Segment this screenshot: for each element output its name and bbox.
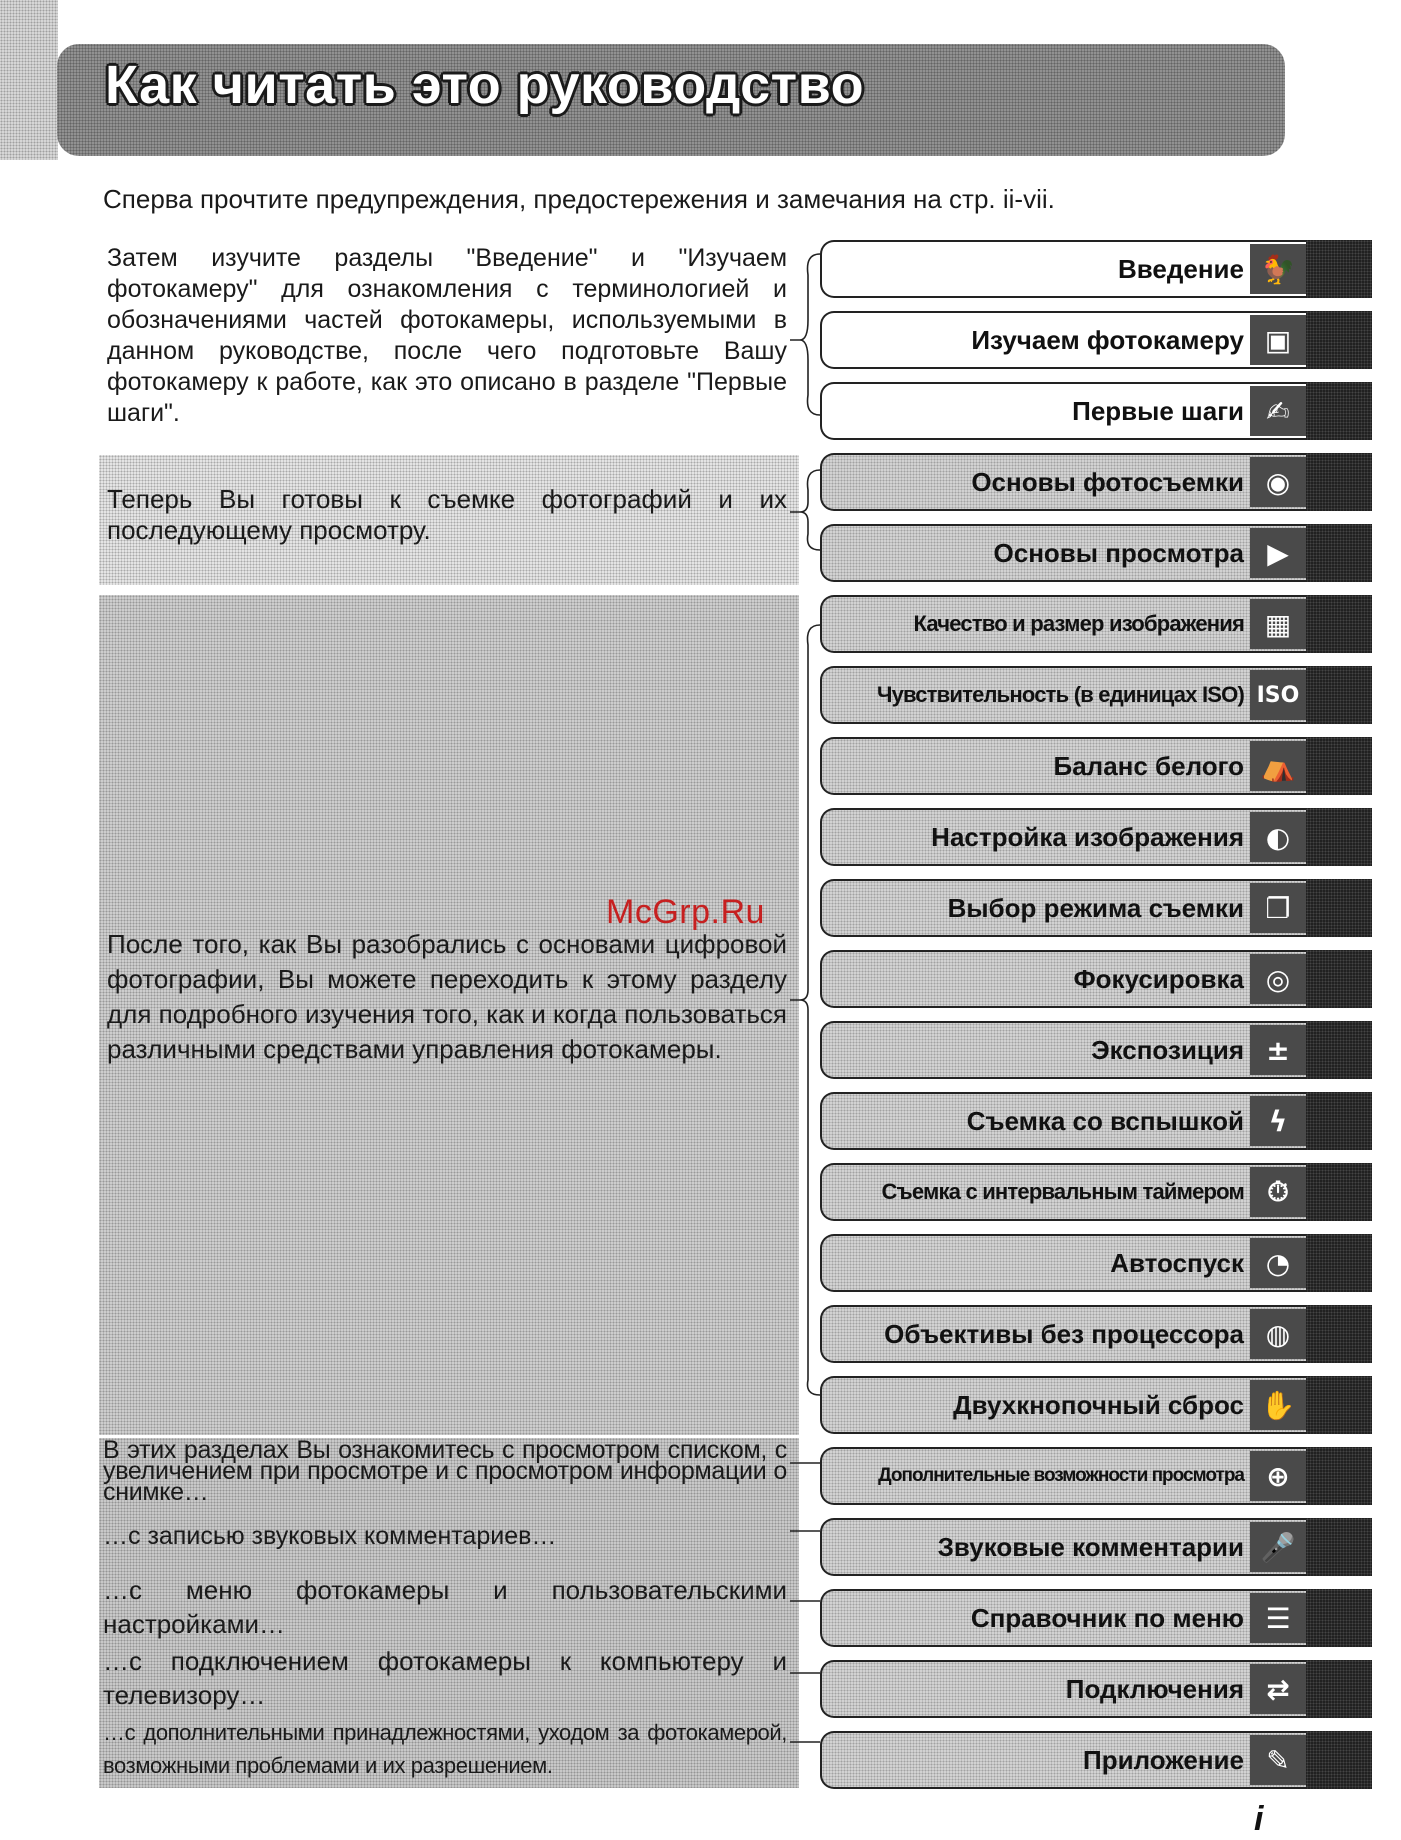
tab-edge	[1306, 1305, 1372, 1363]
tab-label: Баланс белого	[1053, 751, 1244, 781]
tab-voice-memos[interactable]	[820, 1518, 1372, 1576]
tab-more-playback[interactable]	[820, 1447, 1372, 1505]
white-balance-icon: ⛺	[1250, 741, 1306, 791]
interval-timer-icon: ⏱	[1250, 1167, 1306, 1217]
two-button-reset-icon: ✋	[1250, 1380, 1306, 1430]
menu-guide-icon: ☰	[1250, 1593, 1306, 1643]
tab-edge	[1306, 1660, 1372, 1718]
tab-flash[interactable]	[820, 1092, 1372, 1150]
tab-focus[interactable]	[820, 950, 1372, 1008]
tab-edge	[1306, 453, 1372, 511]
tab-edge	[1306, 524, 1372, 582]
tab-self-timer[interactable]	[820, 1234, 1372, 1292]
tab-label: Справочник по меню	[970, 1603, 1244, 1633]
tab-shooting-mode[interactable]	[820, 879, 1372, 937]
tab-label: Чувствительность (в единицах ISO)	[876, 682, 1244, 707]
tab-edge	[1306, 1376, 1372, 1434]
tab-label: Основы просмотра	[993, 538, 1244, 568]
microphone-icon: 🎤	[1250, 1522, 1306, 1572]
appendix-icon: ✎	[1250, 1735, 1306, 1785]
first-steps-icon: ✍	[1250, 386, 1306, 436]
flash-icon: ϟ	[1250, 1096, 1306, 1146]
tab-label: Автоспуск	[1110, 1248, 1244, 1278]
ready-paragraph: Теперь Вы готовы к съемке фотографий и их последующему просмотру.	[107, 484, 787, 545]
tab-label: Объективы без процессора	[884, 1319, 1244, 1349]
tab-edge	[1306, 1731, 1372, 1789]
tab-label: Экспозиция	[1091, 1035, 1244, 1065]
tab-menu-guide[interactable]	[820, 1589, 1372, 1647]
tab-label: Введение	[1118, 254, 1244, 284]
shooting-mode-icon: ❐	[1250, 883, 1306, 933]
tab-image-quality[interactable]	[820, 595, 1372, 653]
connect-paragraph: …с подключением фотокамеры к компьютеру и телевизору…	[103, 1646, 787, 1710]
tab-edge	[1306, 1518, 1372, 1576]
image-adjust-icon: ◐	[1250, 812, 1306, 862]
tab-image-adjust[interactable]	[820, 808, 1372, 866]
tab-non-cpu-lenses[interactable]	[820, 1305, 1372, 1363]
tab-edge	[1306, 1021, 1372, 1079]
tab-label: Качество и размер изображения	[913, 611, 1244, 636]
advanced-paragraph: После того, как Вы разобрались с основами цифровой фотографии, Вы можете переходить к этому разделу для подробного изучения того, как и когда пользоваться различными средствами управления фотокамеры.	[107, 929, 788, 1064]
tab-label: Фокусировка	[1073, 964, 1244, 994]
playback-paragraph: В этих разделах Вы ознакомитесь с просмотром списком, с увеличением при просмотре и с просмотром информации о снимке…	[103, 1436, 787, 1506]
tab-edge	[1306, 1589, 1372, 1647]
image-quality-icon: ▦	[1250, 599, 1306, 649]
tab-edge	[1306, 595, 1372, 653]
tab-edge	[1306, 311, 1372, 369]
playback-zoom-icon: ⊕	[1250, 1451, 1306, 1501]
self-timer-icon: ◔	[1250, 1238, 1306, 1288]
tab-edge	[1306, 950, 1372, 1008]
tab-camera-overview[interactable]	[820, 311, 1372, 369]
tab-iso[interactable]	[820, 666, 1372, 724]
connections-icon: ⇄	[1250, 1664, 1306, 1714]
tab-edge	[1306, 808, 1372, 866]
iso-icon: ISO	[1250, 670, 1306, 720]
intro-paragraph: Затем изучите разделы "Введение" и "Изучаем фотокамеру" для ознакомления с терминологией и обозначениями частей фотокамеры, используемыми в данном руководстве, после чего подготовьте Вашу фотокамеру к работе, как это описано в разделе "Первые шаги".	[107, 244, 787, 427]
tab-label: Подключения	[1065, 1674, 1244, 1704]
menus-paragraph: …с меню фотокамеры и пользовательскими настройками…	[103, 1575, 787, 1639]
tab-introduction[interactable]	[820, 240, 1372, 298]
tab-appendix[interactable]	[820, 1731, 1372, 1789]
tab-label: Выбор режима съемки	[947, 893, 1244, 923]
tab-label: Съемка со вспышкой	[966, 1106, 1244, 1136]
tab-label: Настройка изображения	[931, 822, 1244, 852]
tab-shooting-basics[interactable]	[820, 453, 1372, 511]
tab-edge	[1306, 879, 1372, 937]
tab-connections[interactable]	[820, 1660, 1372, 1718]
tab-label: Приложение	[1083, 1745, 1244, 1775]
tab-label: Звуковые комментарии	[937, 1532, 1244, 1562]
tab-edge	[1306, 1163, 1372, 1221]
tab-label: Съемка с интервальным таймером	[881, 1179, 1244, 1204]
lens-icon: ◍	[1250, 1309, 1306, 1359]
tab-first-steps[interactable]	[820, 382, 1372, 440]
shooting-basics-icon: ◉	[1250, 457, 1306, 507]
tab-exposure[interactable]	[820, 1021, 1372, 1079]
tab-edge	[1306, 737, 1372, 795]
tab-label: Основы фотосъемки	[971, 467, 1244, 497]
tab-interval-timer[interactable]	[820, 1163, 1372, 1221]
tab-edge	[1306, 1447, 1372, 1505]
tab-edge	[1306, 1234, 1372, 1292]
appendix-paragraph: …с дополнительными принадлежностями, уходом за фотокамерой, возможными проблемами и их разрешением.	[103, 1720, 787, 1778]
tab-label: Первые шаги	[1072, 396, 1244, 426]
tab-white-balance[interactable]	[820, 737, 1372, 795]
camera-parts-icon: ▣	[1250, 315, 1306, 365]
tab-label: Двухкнопочный сброс	[953, 1390, 1244, 1420]
playback-icon: ▶	[1250, 528, 1306, 578]
tab-edge	[1306, 1092, 1372, 1150]
tab-edge	[1306, 666, 1372, 724]
tab-label: Дополнительные возможности просмотра	[878, 1465, 1244, 1486]
page-number: i	[1254, 1800, 1264, 1838]
tab-playback-basics[interactable]	[820, 524, 1372, 582]
tab-edge	[1306, 240, 1372, 298]
focus-icon: ◎	[1250, 954, 1306, 1004]
voice-paragraph: …с записью звуковых комментариев…	[103, 1522, 557, 1550]
camera-bird-icon: 🐓	[1250, 244, 1306, 294]
page-title: Как читать это руководство	[105, 55, 865, 115]
watermark: McGrp.Ru	[606, 893, 765, 931]
exposure-comp-icon: ±	[1250, 1025, 1306, 1075]
tab-label: Изучаем фотокамеру	[971, 325, 1244, 355]
tab-edge	[1306, 382, 1372, 440]
lead-paragraph: Сперва прочтите предупреждения, предостережения и замечания на стр. ii-vii.	[103, 184, 1055, 214]
tab-two-button-reset[interactable]	[820, 1376, 1372, 1434]
